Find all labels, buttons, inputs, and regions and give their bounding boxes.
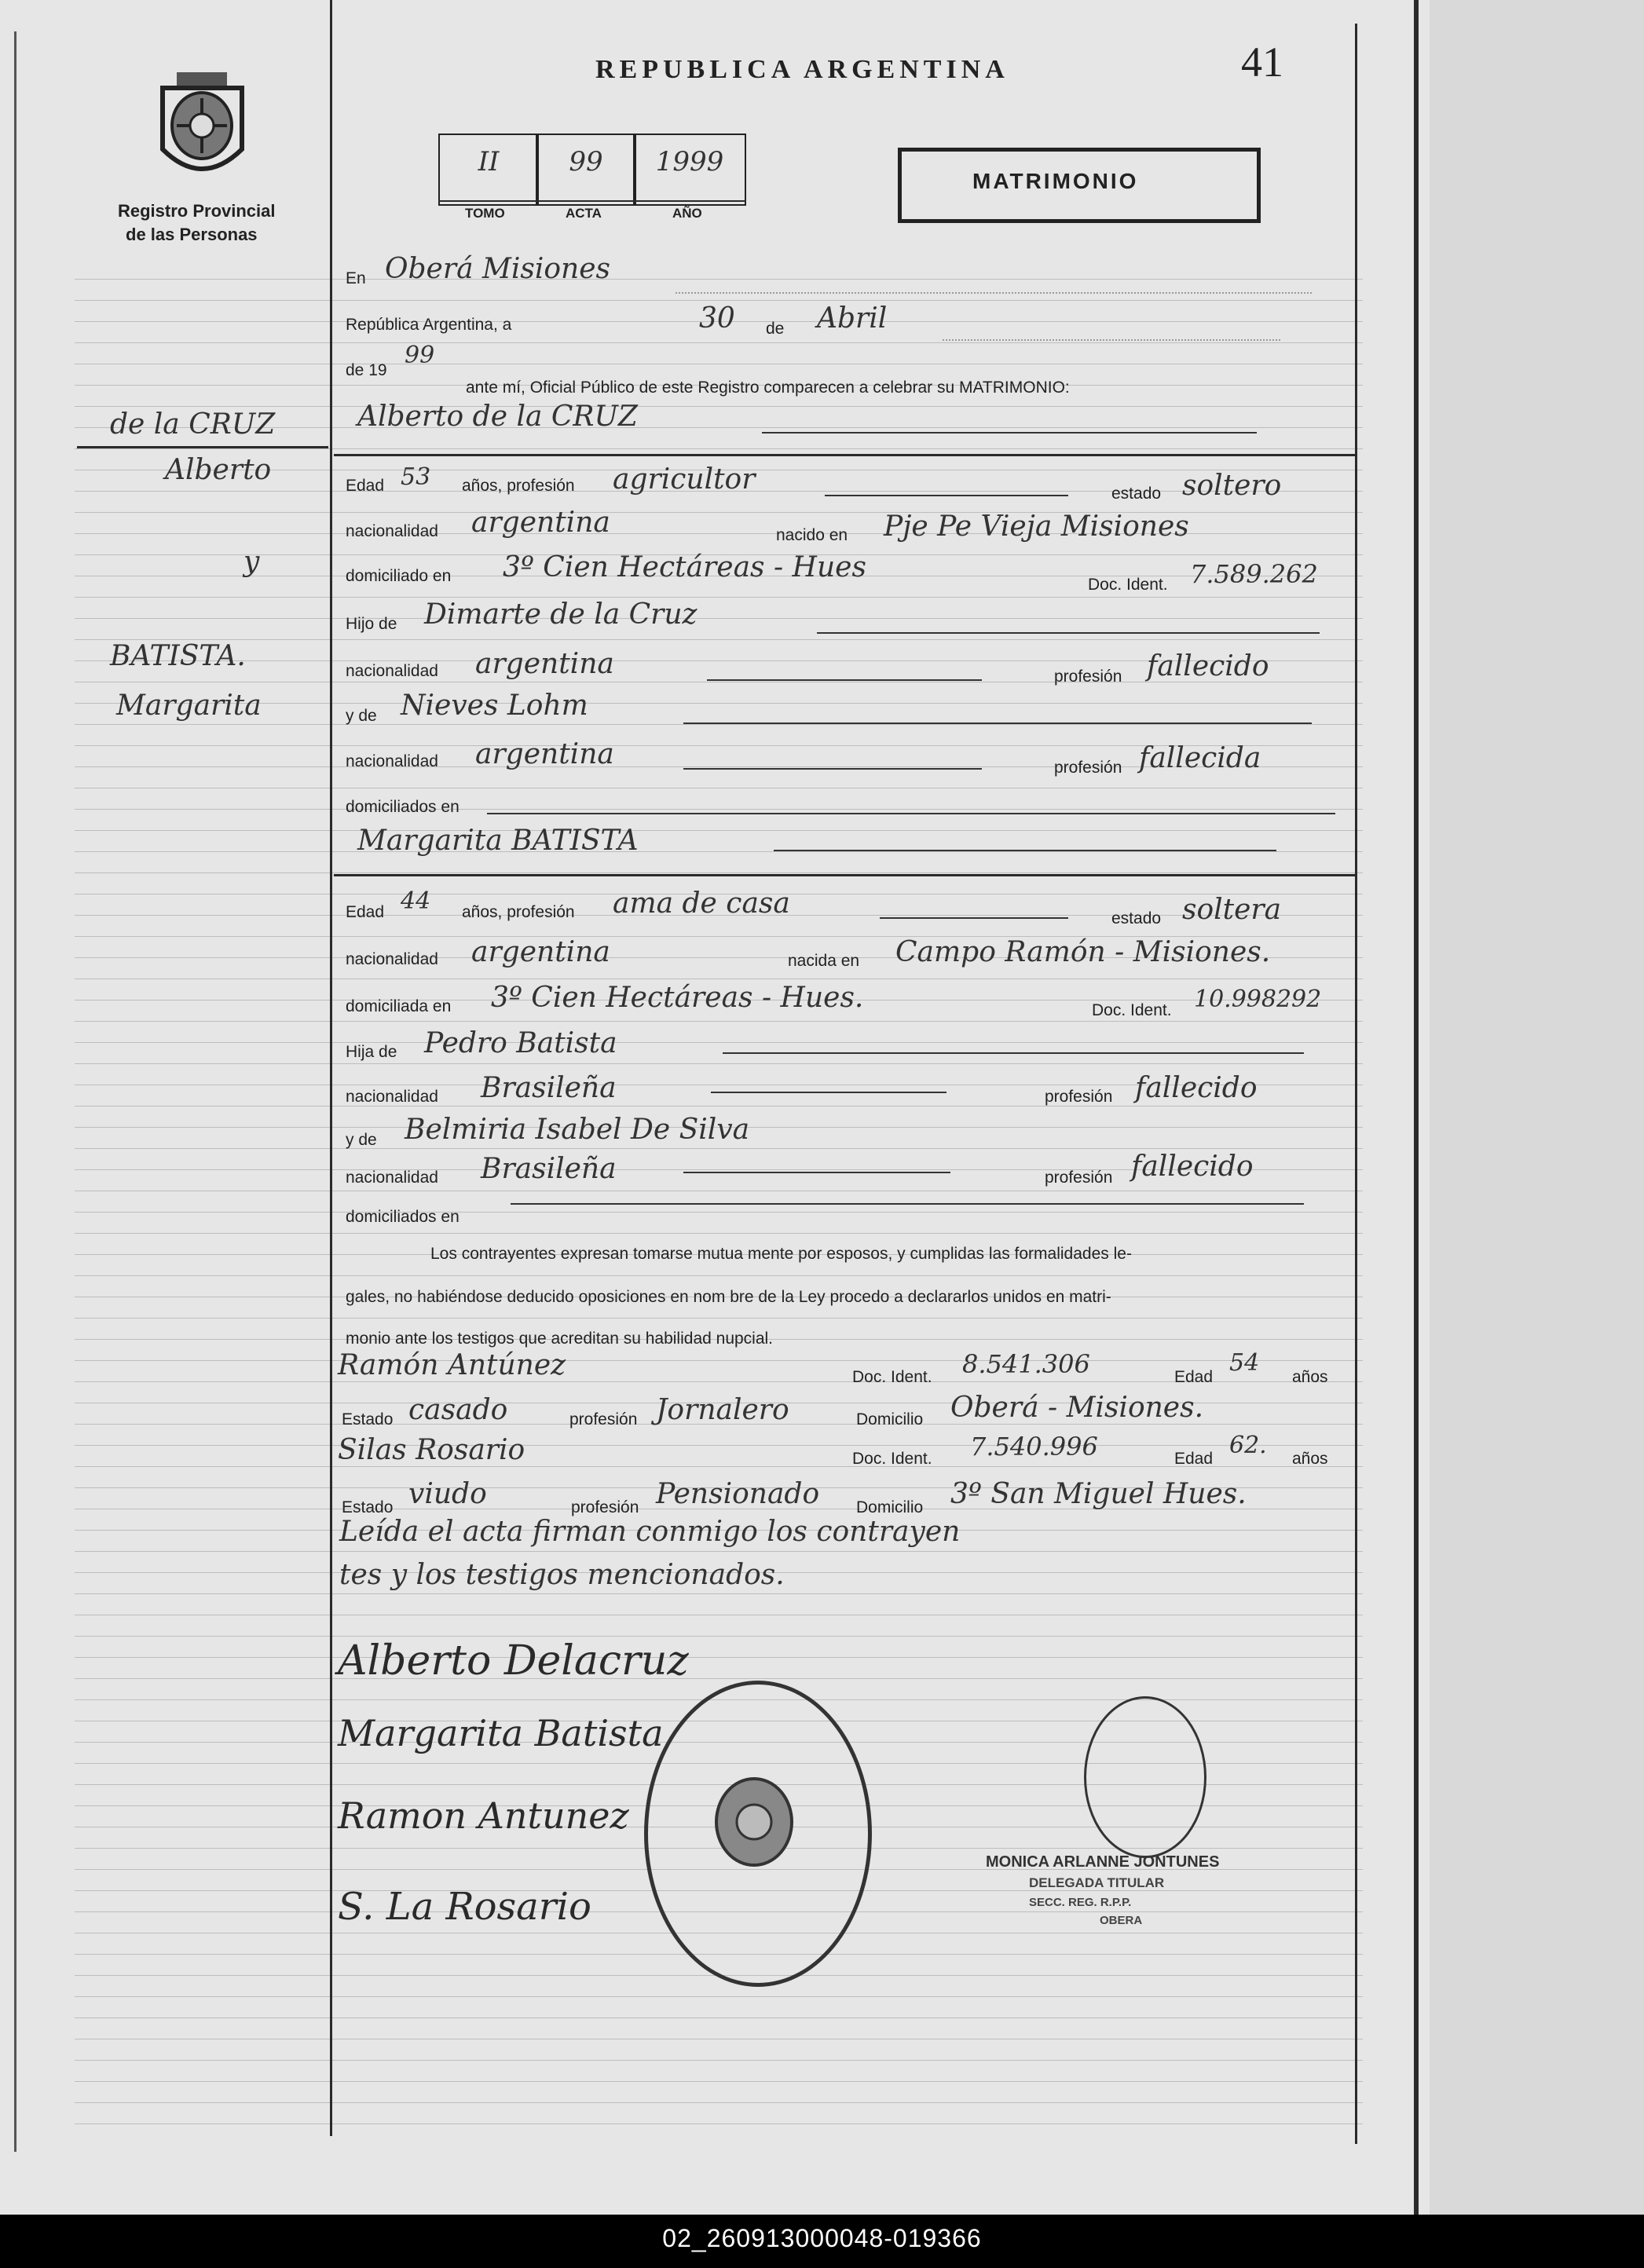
page-number: 41 xyxy=(1241,38,1283,86)
witness2-anos-label: años xyxy=(1292,1450,1328,1468)
bride-edad-value: 44 xyxy=(401,887,431,915)
bride-estado-value: soltera xyxy=(1182,894,1282,926)
bride-hija-label: Hija de xyxy=(346,1043,397,1061)
groom-profesion-value: agricultor xyxy=(613,463,756,496)
groom-father-value: Dimarte de la Cruz xyxy=(424,598,698,631)
ruled-line xyxy=(75,1042,1363,1043)
witness1-anos-label: años xyxy=(1292,1368,1328,1386)
margin-rule xyxy=(77,446,328,448)
de-label: de xyxy=(766,320,785,338)
bride-nac-label: nacionalidad xyxy=(346,950,438,968)
signature-groom: Alberto Delacruz xyxy=(338,1637,689,1685)
bride-nac-value: argentina xyxy=(471,936,610,968)
groom-mother-prof-value: fallecida xyxy=(1139,742,1261,774)
ruled-line xyxy=(75,406,1363,407)
bride-father-prof-label: profesión xyxy=(1045,1088,1113,1106)
official-stamp-line1: MONICA ARLANNE JONTUNES xyxy=(986,1853,1220,1871)
groom-doc-label: Doc. Ident. xyxy=(1088,576,1168,594)
section-rule-1 xyxy=(334,454,1355,456)
groom-mother-nac-label: nacionalidad xyxy=(346,752,438,770)
bride-domicilio-value: 3º Cien Hectáreas - Hues. xyxy=(491,982,864,1014)
margin-connector: y xyxy=(243,546,260,578)
bride-edad-label: Edad xyxy=(346,903,385,921)
groom-estado-label: estado xyxy=(1111,485,1162,503)
groom-domicilio-value: 3º Cien Hectáreas - Hues xyxy=(503,551,866,583)
bride-father-nac-value: Brasileña xyxy=(481,1072,617,1104)
witness1-edad: 54 xyxy=(1229,1349,1260,1377)
ruled-line xyxy=(75,1106,1363,1107)
ano-cell: 1999 xyxy=(633,134,746,206)
ruled-line xyxy=(75,448,1363,449)
groom-father-prof-label: profesión xyxy=(1054,668,1122,686)
formula-line3: monio ante los testigos que acreditan su habilidad nupcial. xyxy=(346,1330,774,1348)
groom-domicilio-label: domiciliado en xyxy=(346,567,452,585)
day-value: 30 xyxy=(699,302,735,335)
ruled-line xyxy=(75,1678,1363,1679)
witness1-domicilio-label: Domicilio xyxy=(856,1410,924,1428)
bride-mother-prof-label: profesión xyxy=(1045,1169,1113,1187)
ruled-line xyxy=(75,1466,1363,1467)
left-margin-rule xyxy=(330,0,332,2136)
margin-groom-name: Alberto xyxy=(165,454,272,486)
groom-mother-prof-label: profesión xyxy=(1054,759,1122,777)
page-edge xyxy=(1414,0,1419,2215)
ruled-line xyxy=(75,809,1363,810)
ruled-line xyxy=(75,2102,1363,2103)
ruled-line xyxy=(75,1148,1363,1149)
ruled-line xyxy=(75,1996,1363,1997)
bride-doc-label: Doc. Ident. xyxy=(1092,1001,1172,1019)
groom-mother-value: Nieves Lohm xyxy=(401,690,588,722)
official-stamp-line4: OBERA xyxy=(1100,1914,1143,1927)
groom-nac-value: argentina xyxy=(471,507,610,539)
signature-witness1: Ramon Antunez xyxy=(338,1794,629,1837)
witness2-edad-label: Edad xyxy=(1174,1450,1214,1468)
groom-edad-label: Edad xyxy=(346,477,385,495)
month-value: Abril xyxy=(817,302,888,335)
bride-yde-label: y de xyxy=(346,1131,377,1149)
bride-domiciliados-label: domiciliados en xyxy=(346,1208,460,1226)
formula-line1: Los contrayentes expresan tomarse mutua mente por esposos, y cumplidas las formalidades le- xyxy=(430,1245,1132,1263)
ruled-line xyxy=(75,724,1363,725)
bride-father-prof-value: fallecido xyxy=(1135,1072,1258,1104)
registry-name-line1: Registro Provincial xyxy=(118,201,276,221)
witness1-estado: casado xyxy=(408,1394,508,1426)
republica-label: República Argentina, a xyxy=(346,316,512,334)
ruled-line xyxy=(75,279,1363,280)
ruled-line xyxy=(75,1381,1363,1382)
closing-line2: tes y los testigos mencionados. xyxy=(339,1559,785,1591)
signature-witness2: S. La Rosario xyxy=(338,1885,591,1929)
witness2-profesion: Pensionado xyxy=(656,1478,820,1510)
groom-doc-value: 7.589.262 xyxy=(1190,559,1318,589)
ruled-line xyxy=(75,830,1363,831)
bride-domicilio-label: domiciliada en xyxy=(346,997,452,1015)
witness1-profesion-label: profesión xyxy=(569,1410,638,1428)
bride-mother-nac-value: Brasileña xyxy=(481,1153,617,1185)
groom-full-name: Alberto de la CRUZ xyxy=(357,401,638,433)
groom-yde-label: y de xyxy=(346,707,377,725)
witness1-profesion: Jornalero xyxy=(656,1394,789,1426)
official-round-stamp xyxy=(1084,1696,1206,1858)
table-divider xyxy=(438,200,746,202)
witness2-edad: 62. xyxy=(1229,1432,1267,1459)
witness2-estado-label: Estado xyxy=(342,1498,394,1516)
witness1-doc: 8.541.306 xyxy=(962,1349,1090,1379)
groom-edad-value: 53 xyxy=(401,463,431,491)
ruled-line xyxy=(75,639,1363,640)
ruled-line xyxy=(75,1212,1363,1213)
bride-mother-nac-label: nacionalidad xyxy=(346,1169,438,1187)
ruled-line xyxy=(75,1275,1363,1276)
closing-line1: Leída el acta firman conmigo los contrayen xyxy=(339,1516,961,1548)
ruled-line xyxy=(75,851,1363,852)
bride-father-nac-label: nacionalidad xyxy=(346,1088,438,1106)
ruled-line xyxy=(75,1657,1363,1658)
stamp-emblem-icon xyxy=(711,1775,797,1869)
footer-bar xyxy=(0,2215,1644,2268)
ruled-line xyxy=(75,597,1363,598)
formula-line2: gales, no habiéndose deducido oposiciones en nom bre de la Ley procedo a declararlos unidos en matri- xyxy=(346,1288,1111,1306)
signature-bride: Margarita Batista xyxy=(338,1712,664,1754)
bride-estado-label: estado xyxy=(1111,909,1162,927)
bride-nacida-label: nacida en xyxy=(788,952,860,970)
bride-profesion-value: ama de casa xyxy=(613,887,790,920)
acta-label: ACTA xyxy=(566,206,602,221)
ruled-line xyxy=(75,1593,1363,1594)
bride-nacida-value: Campo Ramón - Misiones. xyxy=(895,936,1271,968)
witness1-name: Ramón Antúnez xyxy=(338,1349,566,1381)
scanner-background xyxy=(1430,0,1644,2215)
ruled-line xyxy=(75,2060,1363,2061)
groom-nacido-label: nacido en xyxy=(776,526,848,544)
act-type-label: MATRIMONIO xyxy=(972,169,1139,193)
bride-mother-value: Belmiria Isabel De Silva xyxy=(405,1114,750,1146)
ruled-line xyxy=(75,618,1363,619)
ruled-line xyxy=(75,2017,1363,2018)
groom-nac-label: nacionalidad xyxy=(346,522,438,540)
groom-anos-profesion: años, profesión xyxy=(462,477,575,495)
ruled-line xyxy=(75,342,1363,343)
ruled-line xyxy=(75,1360,1363,1361)
witness2-domicilio: 3º San Miguel Hues. xyxy=(950,1478,1247,1510)
footer-caption: 02_260913000048-019366 xyxy=(662,2224,982,2252)
bride-mother-prof-value: fallecido xyxy=(1131,1150,1254,1183)
witness2-doc-label: Doc. Ident. xyxy=(852,1450,932,1468)
ruled-line xyxy=(75,1551,1363,1552)
ruled-line xyxy=(75,872,1363,873)
tomo-label: TOMO xyxy=(465,206,505,221)
bride-anos-profesion: años, profesión xyxy=(462,903,575,921)
ano-label: AÑO xyxy=(672,206,702,221)
groom-estado-value: soltero xyxy=(1182,470,1282,502)
year-value: 99 xyxy=(405,342,435,369)
groom-mother-nac-value: argentina xyxy=(475,738,614,770)
binding-rule xyxy=(14,31,16,2152)
witness1-estado-label: Estado xyxy=(342,1410,394,1428)
section-rule-2 xyxy=(334,874,1355,876)
ruled-line xyxy=(75,1636,1363,1637)
registry-seal-icon xyxy=(153,71,251,185)
witness2-profesion-label: profesión xyxy=(571,1498,639,1516)
groom-father-nac-value: argentina xyxy=(475,648,614,680)
bride-father-value: Pedro Batista xyxy=(424,1027,617,1059)
witness2-doc: 7.540.996 xyxy=(970,1432,1098,1461)
groom-father-prof-value: fallecido xyxy=(1147,650,1269,682)
place-value: Oberá Misiones xyxy=(385,253,610,285)
ruled-line xyxy=(75,2081,1363,2082)
witness1-domicilio: Oberá - Misiones. xyxy=(950,1392,1204,1424)
ruled-line xyxy=(75,1445,1363,1446)
ruled-line xyxy=(75,1318,1363,1319)
witness2-estado: viudo xyxy=(408,1478,487,1510)
ante-text: ante mí, Oficial Público de este Registro comparecen a celebrar su MATRIMONIO: xyxy=(466,379,1070,397)
ruled-line xyxy=(75,300,1363,301)
groom-hijo-label: Hijo de xyxy=(346,615,397,633)
witness2-domicilio-label: Domicilio xyxy=(856,1498,924,1516)
margin-bride-name: Margarita xyxy=(116,690,262,722)
country-title: REPUBLICA ARGENTINA xyxy=(595,55,1009,84)
en-label: En xyxy=(346,269,366,287)
ruled-line xyxy=(75,703,1363,704)
year-prefix: de 19 xyxy=(346,361,387,379)
bride-doc-value: 10.998292 xyxy=(1194,986,1322,1013)
official-stamp-line3: SECC. REG. R.P.P. xyxy=(1029,1896,1132,1909)
tomo-cell: II xyxy=(438,134,539,206)
acta-cell: 99 xyxy=(536,134,636,206)
ruled-line xyxy=(75,1021,1363,1022)
groom-father-nac-label: nacionalidad xyxy=(346,662,438,680)
groom-nacido-value: Pje Pe Vieja Misiones xyxy=(884,510,1189,543)
official-stamp-line2: DELEGADA TITULAR xyxy=(1029,1875,1165,1890)
groom-domiciliados-label: domiciliados en xyxy=(346,798,460,816)
margin-groom-surname: de la CRUZ xyxy=(110,408,276,441)
registry-name-line2: de las Personas xyxy=(126,225,258,244)
margin-bride-surname: BATISTA. xyxy=(110,640,246,672)
witness1-edad-label: Edad xyxy=(1174,1368,1214,1386)
witness1-doc-label: Doc. Ident. xyxy=(852,1368,932,1386)
ruled-line xyxy=(75,1063,1363,1064)
right-margin-rule xyxy=(1355,24,1357,2144)
bride-full-name: Margarita BATISTA xyxy=(357,825,639,857)
witness2-name: Silas Rosario xyxy=(338,1434,525,1466)
ruled-line xyxy=(75,1233,1363,1234)
